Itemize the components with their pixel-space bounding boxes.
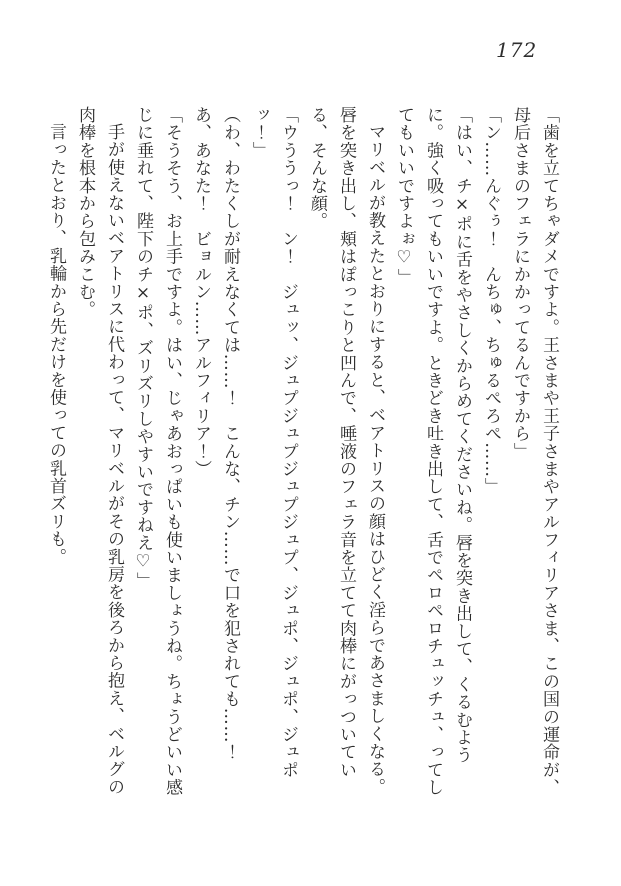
paragraph: 「そうそう、お上手ですよ。はい、じゃあおっぱいも使いましょうね。ちょうどいい感じに垂れて、陛下のチ×ポ、ズリズリしやすいですねえ♡」 [133, 106, 182, 797]
paragraph: マリベルが教えたとおりにすると、ベアトリスの顔はひどく淫らであさましくなる。唇を突き出し、頬はぽっこりと凹んで、唾液のフェラ音を立てて肉棒にがっついている、そんな顔。 [307, 106, 385, 796]
paragraph: 「ン……んぐぅ！ んちゅ、ちゅるぺろぺ……」 [481, 106, 501, 496]
paragraph: 手が使えないベアトリスに代わって、マリベルがその乳房を後ろから抱え、ベルグの肉棒を根本から包みこむ。 [75, 106, 124, 796]
paragraph: （わ、わたくしが耐えなくては……！ こんな、チン……で口を犯されても……！ あ、あなた！ ビョルン……アルフィリア！） [191, 106, 240, 779]
paragraph: 「歯を立てちゃダメですよ。王さまや王子さまやアルフィリアさま、この国の運命が、母后さまのフェラにかかってるんですから」 [510, 106, 559, 797]
paragraph: 「ウううっ！ ン！ ジュッ、ジュプジュプジュプジュプ、ジュポ、ジュポ、ジュポッ！」 [249, 106, 298, 779]
paragraph: 「はい、チ×ポに舌をやさしくからめてくださいね。唇を突き出して、くるむように。強く吸ってもいいですよ。ときどき吐き出して、舌でペロペロチュッチュ、ってしてもいいですよぉ♡」 [394, 106, 472, 797]
paragraph: 言ったとおり、乳輪から先だけを使っての乳首ズリも。 [46, 123, 66, 566]
body-text [41, 106, 563, 797]
page-number: 172 [496, 38, 538, 62]
